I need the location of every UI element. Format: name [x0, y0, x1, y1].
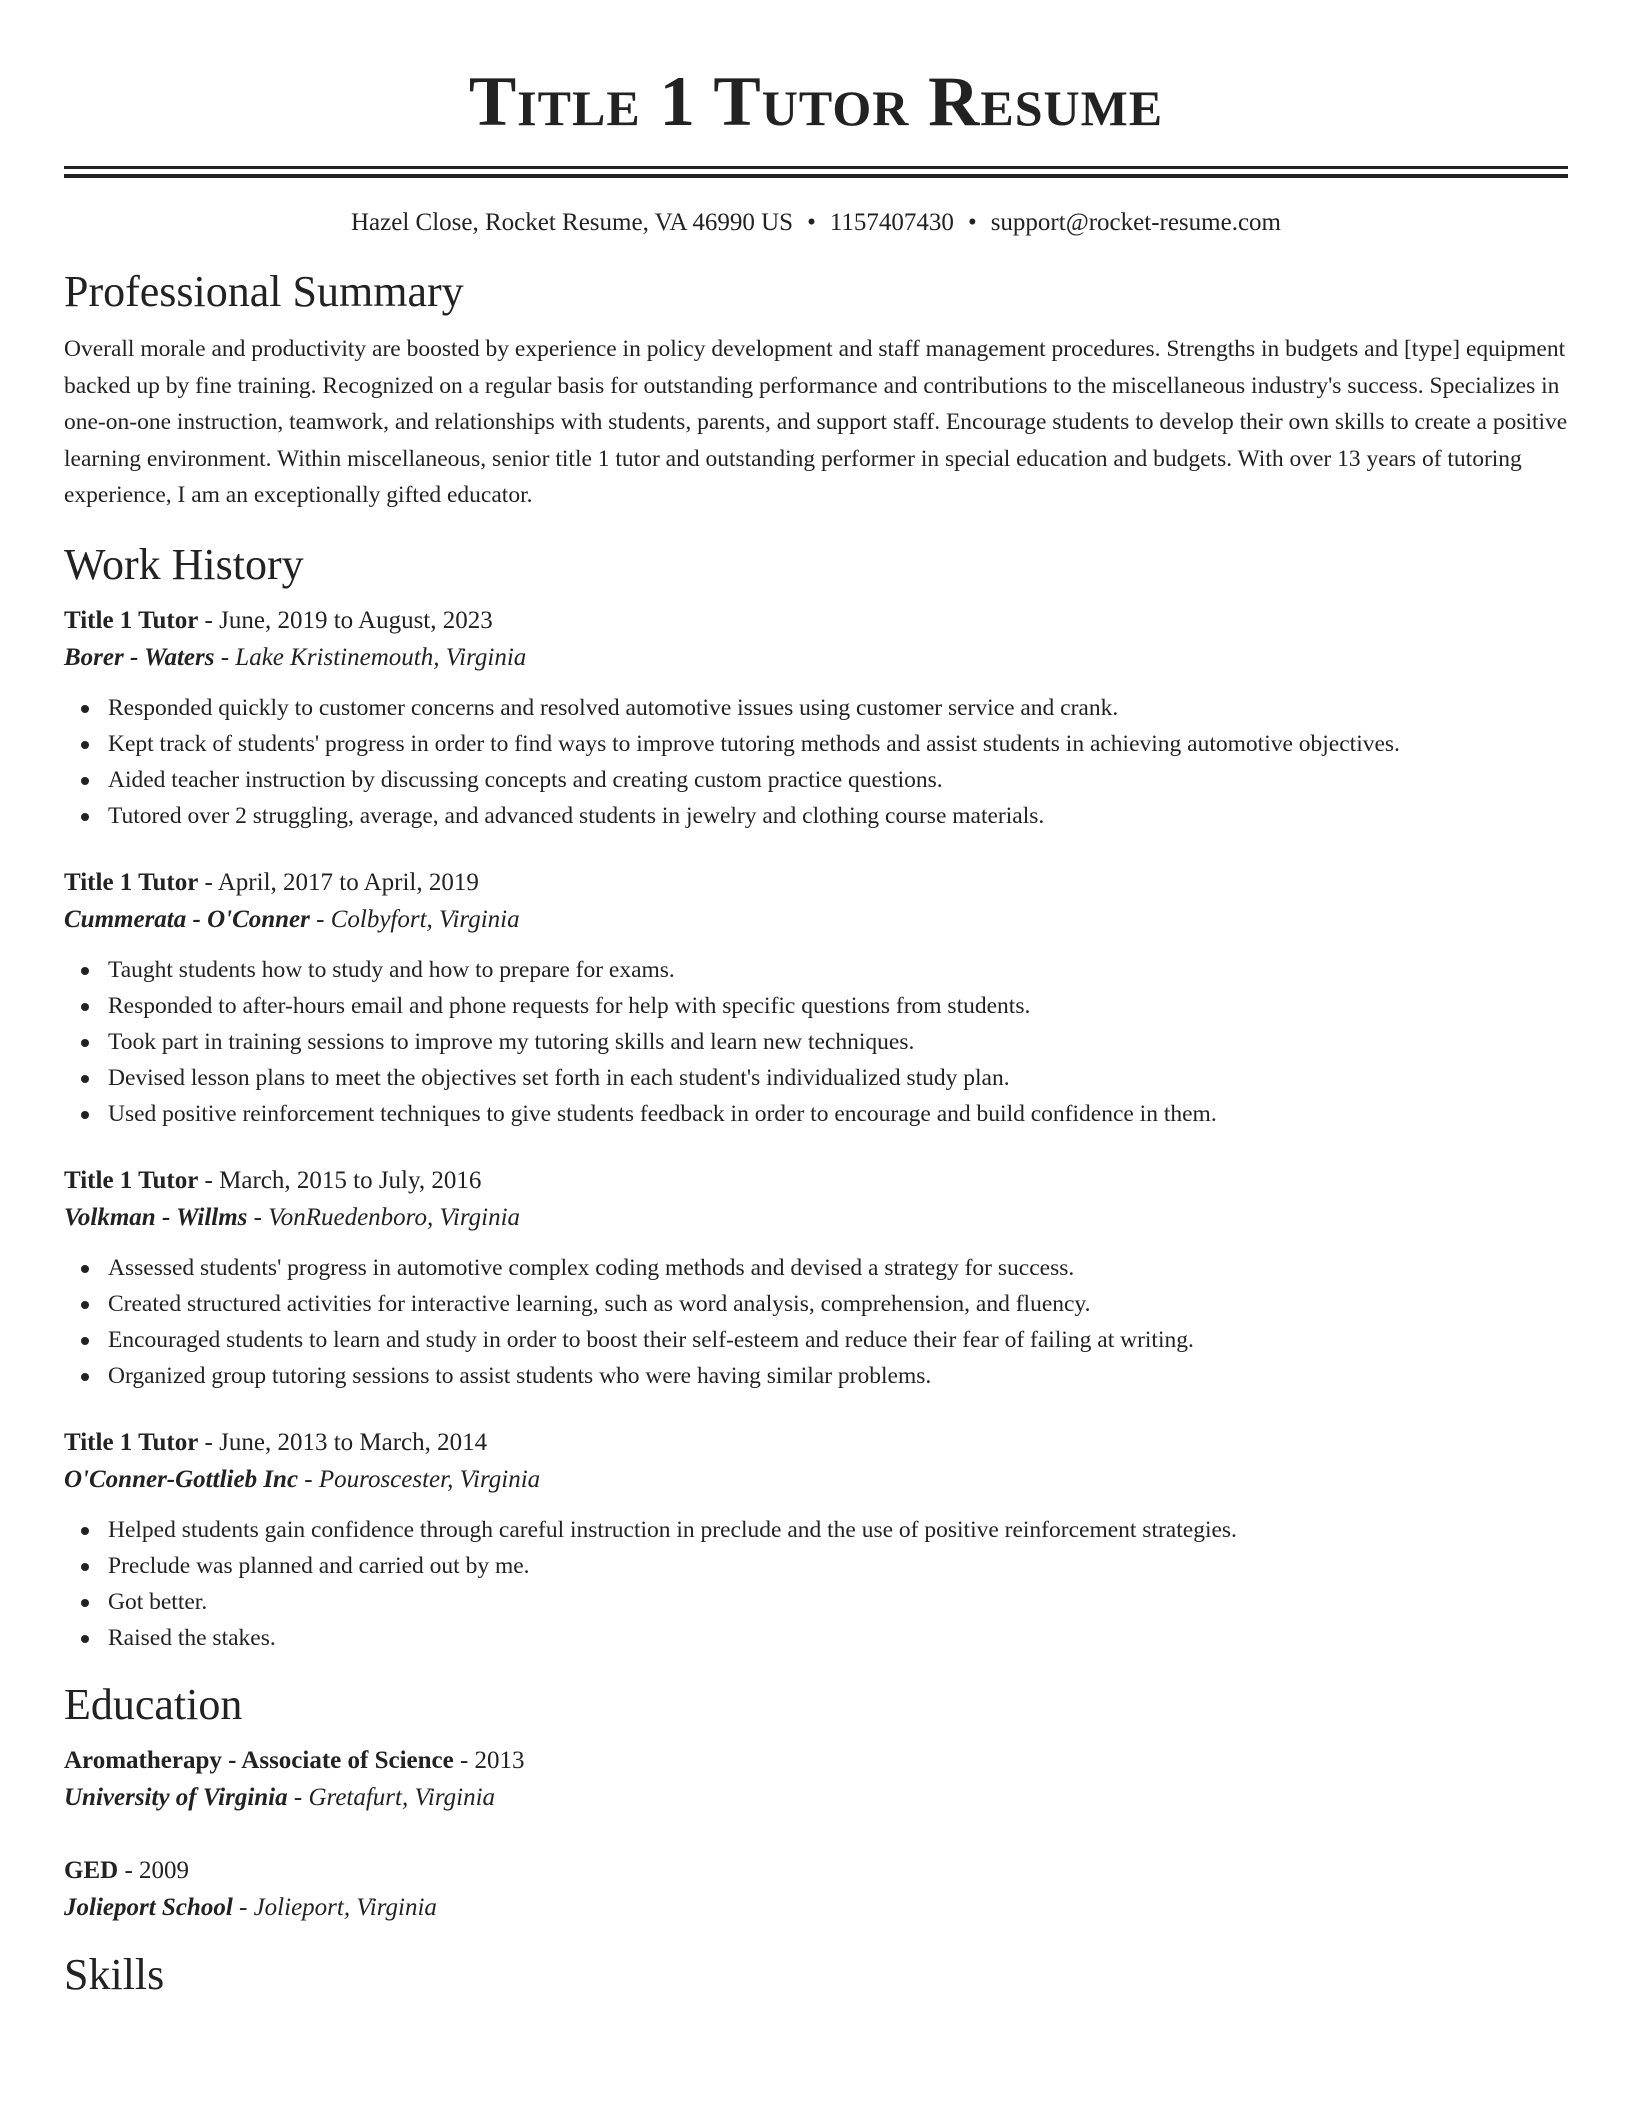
job-bullet: Devised lesson plans to meet the objectives set forth in each student's individualized study plan.	[108, 1060, 1568, 1096]
education-year: - 2013	[453, 1746, 525, 1774]
title-double-rule	[64, 166, 1568, 178]
job-title: Title 1 Tutor	[64, 606, 199, 634]
job-employer	[64, 1199, 1568, 1236]
education-entry	[64, 1742, 1568, 1816]
job-header	[64, 1424, 1568, 1461]
contact-phone: 1157407430	[829, 209, 954, 236]
job-bullet: Aided teacher instruction by discussing concepts and creating custom practice questions.	[108, 762, 1568, 798]
job-bullet: Got better.	[108, 1584, 1568, 1620]
job-location: - Pouroscester, Virginia	[298, 1465, 541, 1493]
job-bullet-list	[64, 1512, 1568, 1656]
resume-title: Title 1 Tutor Resume	[468, 63, 1164, 141]
education-section	[64, 1678, 1568, 1926]
contact-separator: •	[807, 209, 816, 236]
contact-email: support@rocket-resume.com	[990, 209, 1281, 236]
job-dates: - June, 2013 to March, 2014	[198, 1428, 488, 1456]
job-bullet-list	[64, 690, 1568, 834]
education-degree: GED	[64, 1856, 119, 1884]
education-year: - 2009	[118, 1856, 190, 1884]
job-company: Cummerata - O'Conner	[64, 905, 310, 933]
job-header	[64, 864, 1568, 901]
job-title: Title 1 Tutor	[64, 1166, 199, 1194]
job-bullet: Tutored over 2 struggling, average, and advanced students in jewelry and clothing course materials.	[108, 798, 1568, 834]
job-location: - Colbyfort, Virginia	[309, 905, 520, 933]
job-dates: - April, 2017 to April, 2019	[198, 868, 479, 896]
job-location: - Lake Kristinemouth, Virginia	[214, 643, 527, 671]
job-bullet: Used positive reinforcement techniques to give students feedback in order to encourage and build confidence in them.	[108, 1096, 1568, 1132]
job-header	[64, 602, 1568, 639]
job-bullet-list	[64, 952, 1568, 1132]
contact-line	[64, 205, 1568, 241]
education-school-line	[64, 1889, 1568, 1926]
job-title: Title 1 Tutor	[64, 868, 199, 896]
job-bullet: Took part in training sessions to improve my tutoring skills and learn new techniques.	[108, 1024, 1568, 1060]
education-header	[64, 1852, 1568, 1889]
job-bullet: Taught students how to study and how to prepare for exams.	[108, 952, 1568, 988]
job-bullet: Organized group tutoring sessions to assist students who were having similar problems.	[108, 1358, 1568, 1394]
job-employer	[64, 639, 1568, 676]
job-company: Borer - Waters	[64, 643, 215, 671]
education-school: Jolieport School	[64, 1893, 233, 1921]
job-bullet: Responded quickly to customer concerns and resolved automotive issues using customer service and crank.	[108, 690, 1568, 726]
job-bullet: Kept track of students' progress in order to find ways to improve tutoring methods and assist students in achieving automotive objectives.	[108, 726, 1568, 762]
job-location: - VonRuedenboro, Virginia	[247, 1203, 521, 1231]
summary-heading: Professional Summary	[64, 267, 464, 316]
education-school: University of Virginia	[64, 1783, 288, 1811]
education-school-line	[64, 1779, 1568, 1816]
skills-section	[64, 1948, 1568, 2002]
job-entry	[64, 864, 1568, 1132]
job-title: Title 1 Tutor	[64, 1428, 199, 1456]
education-location: - Jolieport, Virginia	[232, 1893, 437, 1921]
job-bullet: Raised the stakes.	[108, 1620, 1568, 1656]
education-degree: Aromatherapy - Associate of Science	[64, 1746, 454, 1774]
job-bullet-list	[64, 1250, 1568, 1394]
job-bullet: Created structured activities for interactive learning, such as word analysis, comprehension, and fluency.	[108, 1286, 1568, 1322]
work-history-section	[64, 538, 1568, 1656]
job-header	[64, 1162, 1568, 1199]
job-employer	[64, 901, 1568, 938]
education-entry	[64, 1852, 1568, 1926]
job-dates: - March, 2015 to July, 2016	[198, 1166, 482, 1194]
education-header	[64, 1742, 1568, 1779]
job-bullet: Responded to after-hours email and phone requests for help with specific questions from students.	[108, 988, 1568, 1024]
work-history-heading: Work History	[64, 539, 304, 589]
job-company: Volkman - Willms	[64, 1203, 248, 1231]
skills-heading: Skills	[64, 1949, 165, 1999]
contact-separator: •	[967, 209, 977, 236]
summary-text: Overall morale and productivity are boosted by experience in policy development and staff management procedures. Strengths in budgets and [type] equipment backed up by fine training. Recognized on a regular basis for outstanding performance and contributions to the miscellaneous industry's success. Specializes in one-on-one instruction, teamwork, and relationships with students, parents, and support staff. Encourage students to develop their own skills to create a positive learning environment. Within miscellaneous, senior title 1 tutor and outstanding performer in special education and budgets. With over 13 years of tutoring experience, I am an exceptionally gifted educator.	[64, 336, 1568, 508]
summary-section	[64, 265, 1568, 514]
education-heading: Education	[64, 1679, 243, 1729]
job-bullet: Assessed students' progress in automotive complex coding methods and devised a strategy for success.	[108, 1250, 1568, 1286]
job-entry	[64, 1162, 1568, 1394]
education-location: - Gretafurt, Virginia	[287, 1783, 496, 1811]
job-employer	[64, 1461, 1568, 1498]
job-entry	[64, 602, 1568, 834]
job-entry	[64, 1424, 1568, 1656]
job-bullet: Preclude was planned and carried out by me.	[108, 1548, 1568, 1584]
job-company: O'Conner-Gottlieb Inc	[64, 1465, 299, 1493]
job-dates: - June, 2019 to August, 2023	[198, 606, 493, 634]
contact-address: Hazel Close, Rocket Resume, VA 46990 US	[350, 209, 794, 236]
job-bullet: Helped students gain confidence through careful instruction in preclude and the use of positive reinforcement strategies.	[108, 1512, 1568, 1548]
job-bullet: Encouraged students to learn and study in order to boost their self-esteem and reduce their fear of failing at writing.	[108, 1322, 1568, 1358]
